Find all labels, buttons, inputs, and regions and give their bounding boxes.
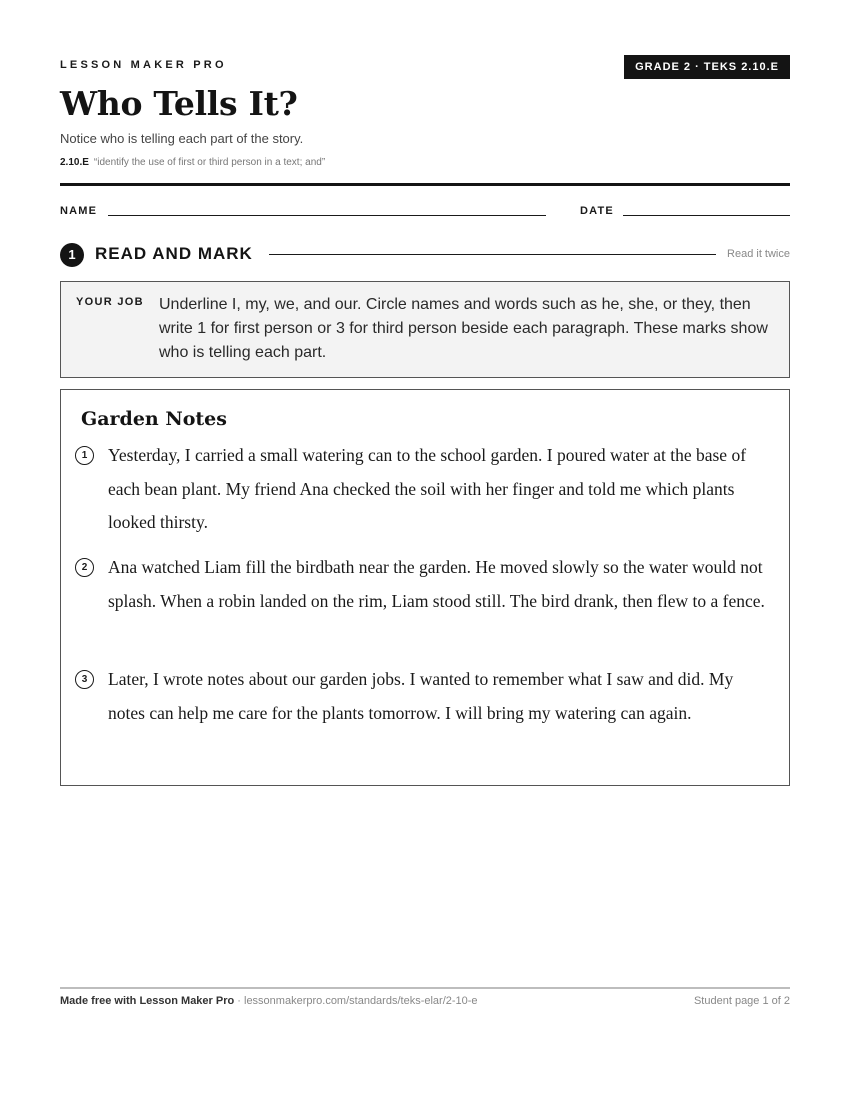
paragraph-text: Ana watched Liam fill the birdbath near the garden. He moved slowly so the water would not splash. When a robin landed on the rim, Liam stood still. The bird drank, then flew to a fence. [108,557,765,611]
paragraph-text: Yesterday, I carried a small watering can to the school garden. I poured water at the base of each bean plant. My friend Ana checked the soil with her finger and told me which plants looked thirsty. [108,445,747,532]
section-hint: Read it twice [727,248,790,260]
name-field[interactable] [108,215,546,216]
footer-divider [60,987,790,989]
footer-url-link[interactable]: lessonmakerpro.com/standards/teks-elar/2-10-e [244,995,478,1007]
brand-name: LESSON MAKER PRO [60,59,227,71]
section-divider [269,254,716,255]
header-divider [60,183,790,186]
instructions-box [60,281,790,378]
date-label: DATE [580,205,614,217]
footer-page-number: Student page 1 of 2 [693,995,790,1007]
grade-badge: GRADE 2 · TEKS 2.10.E [624,55,790,79]
paragraph-number-badge: 3 [75,670,94,689]
paragraph-number-badge: 2 [75,558,94,577]
standard-code: 2.10.E [60,157,89,168]
page-subtitle: Notice who is telling each part of the story. [60,131,304,146]
footer-credit [60,995,478,1007]
standard-reference [60,157,325,168]
name-label: NAME [60,205,98,217]
footer-made-with: Made free with Lesson Maker Pro [60,995,235,1007]
paragraph-text: Later, I wrote notes about our garden jobs. I wanted to remember what I saw and did. My notes can help me care for the plants tomorrow. I will bring my watering can again. [108,669,734,723]
page-title: Who Tells It? [60,84,298,123]
date-field[interactable] [623,215,790,216]
instructions-label: YOUR JOB [76,296,144,308]
story-passage-box [60,389,790,786]
section-number-badge: 1 [60,243,84,267]
instructions-text: Underline I, my, we, and our. Circle names and words such as he, she, or they, then write 1 for first person or 3 for third person beside each paragraph. These marks show who is telling each part. [159,296,768,361]
paragraph-number-badge: 1 [75,446,94,465]
standard-text: “identify the use of first or third person in a text; and” [93,157,326,168]
footer-separator: · [234,995,244,1007]
story-title: Garden Notes [81,408,227,430]
worksheet-page [60,0,790,1100]
section-title: READ AND MARK [95,244,253,263]
